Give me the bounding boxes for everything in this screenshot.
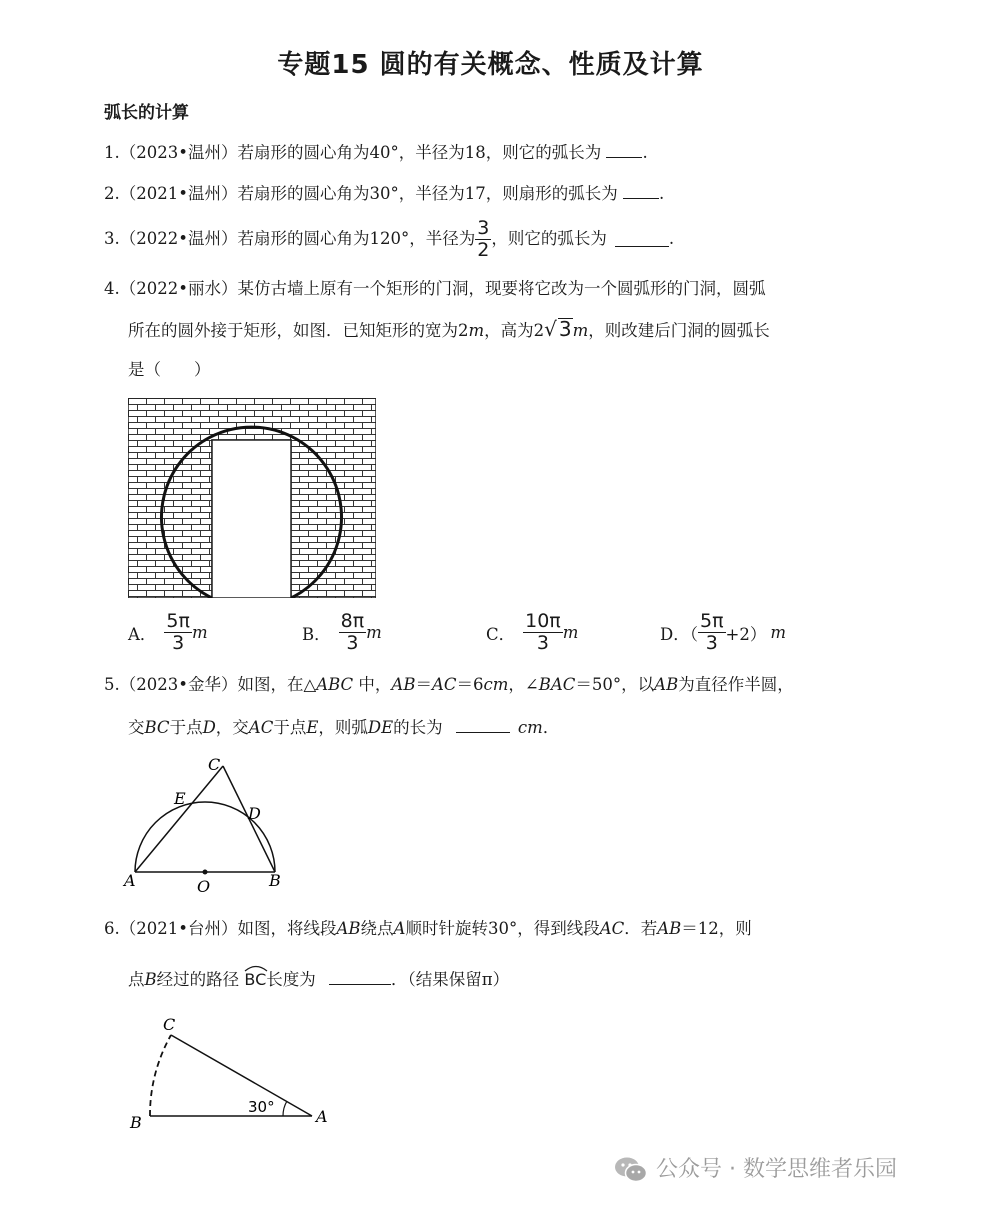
question-5-line-2 xyxy=(128,718,559,737)
label-b: B xyxy=(130,1113,142,1132)
label-c: C xyxy=(163,1015,176,1034)
watermark-text: 公众号 · 数学思维者乐园 xyxy=(656,1157,897,1182)
q4-unit-m-2: m xyxy=(572,321,589,340)
option-d-denominator: 3 xyxy=(705,632,718,654)
option-b-label: B． xyxy=(302,624,331,644)
q5-de: DE xyxy=(367,718,394,737)
q6-l2-t4: ．（结果保留π） xyxy=(391,970,510,989)
q3-frac-numerator: 3 xyxy=(477,216,490,239)
q1-text: 若扇形的圆心角为40°，半径为18，则它的弧长为 xyxy=(237,143,602,162)
option-d-label: D．（ xyxy=(660,624,698,644)
question-6-line-2 xyxy=(128,970,509,989)
q3-answer-blank[interactable] xyxy=(615,232,669,247)
option-b[interactable] xyxy=(302,612,382,653)
q2-period: . xyxy=(658,184,665,203)
q5-ac: AC xyxy=(431,675,457,694)
label-a: A xyxy=(124,871,136,890)
q5-bc: BC xyxy=(144,718,170,737)
q5-l2-t5: ，则弧 xyxy=(318,718,368,737)
q4-sqrt-value: 3 xyxy=(558,317,572,341)
option-d-after: +2） xyxy=(725,624,767,644)
q5-t4: ＝6 xyxy=(456,675,484,694)
q3-source: （2022•温州） xyxy=(119,228,238,248)
option-a-denominator: 3 xyxy=(172,632,185,654)
rotation-figure xyxy=(125,1010,340,1135)
q3-number: 3. xyxy=(104,228,120,248)
q4-text-3: 是（ ） xyxy=(128,360,211,379)
q6-a: A xyxy=(393,919,406,938)
q6-t3: 顺时针旋转30°，得到线段 xyxy=(405,919,600,938)
q5-l2-t3: ，交 xyxy=(215,718,249,737)
option-d-fraction xyxy=(698,612,726,653)
center-point-o xyxy=(203,870,208,875)
arc-bc-notation xyxy=(244,972,266,988)
door-opening xyxy=(212,440,291,598)
q2-text: 若扇形的圆心角为30°，半径为17，则扇形的弧长为 xyxy=(237,184,618,203)
q4-text-2c: ，则改建后门洞的圆弧长 xyxy=(588,321,770,340)
angle-mark xyxy=(283,1101,287,1116)
segment-ac xyxy=(171,1035,312,1116)
option-a-numerator: 5π xyxy=(166,610,190,632)
option-c-label: C． xyxy=(486,624,516,644)
q6-source: （2021•台州） xyxy=(119,919,238,938)
q5-cm2: cm xyxy=(517,718,543,737)
label-a: A xyxy=(316,1107,328,1126)
q3-radius-fraction xyxy=(475,216,491,261)
option-b-fraction xyxy=(339,612,367,653)
q4-source: （2022•丽水） xyxy=(119,279,238,298)
page-title: 专题15 圆的有关概念、性质及计算 xyxy=(277,50,704,80)
q5-number: 5. xyxy=(104,675,120,694)
arc-hat-icon xyxy=(244,964,268,972)
q5-bac: BAC xyxy=(538,675,576,694)
option-c[interactable] xyxy=(486,612,578,653)
dashed-arc-bc xyxy=(150,1035,171,1116)
wechat-icon xyxy=(614,1156,648,1184)
question-4-line-1 xyxy=(104,281,765,298)
label-d: D xyxy=(248,804,261,823)
q4-text-2b: ，高为2 xyxy=(484,321,545,340)
segment-ac xyxy=(135,766,223,872)
q5-t3: ＝ xyxy=(415,675,432,694)
option-a-fraction xyxy=(164,612,192,653)
option-c-numerator: 10π xyxy=(525,610,561,632)
q5-answer-blank[interactable] xyxy=(456,718,510,733)
option-a-unit: m xyxy=(191,623,208,642)
sqrt-sign: √ xyxy=(544,317,557,341)
q5-l2-t6: 的长为 xyxy=(393,718,443,737)
option-d-unit: m xyxy=(770,623,786,642)
option-c-unit: m xyxy=(562,623,579,642)
q5-source: （2023•金华） xyxy=(119,675,238,694)
q6-t5: ＝12，则 xyxy=(681,919,752,938)
q2-answer-blank[interactable] xyxy=(623,184,659,199)
option-b-denominator: 3 xyxy=(346,632,359,654)
q5-l2-t7: ． xyxy=(542,718,560,737)
q6-t2: 绕点 xyxy=(360,919,394,938)
q4-text-2a: 所在的圆外接于矩形，如图．已知矩形的宽为2 xyxy=(128,321,469,340)
q5-t7: 为直径作半圆， xyxy=(678,675,794,694)
question-4-line-3 xyxy=(128,362,211,379)
label-b: B xyxy=(269,871,281,890)
question-6-line-1 xyxy=(104,921,752,938)
question-1 xyxy=(104,143,648,162)
q5-ab: AB xyxy=(391,675,416,694)
option-a[interactable] xyxy=(128,612,208,653)
q4-number: 4. xyxy=(104,279,120,298)
label-e: E xyxy=(174,789,186,808)
q4-text-1: 某仿古墙上原有一个矩形的门洞，现要将它改为一个圆弧形的门洞，圆弧 xyxy=(237,279,766,298)
q6-t4: ．若 xyxy=(624,919,658,938)
q1-source: （2023•温州） xyxy=(119,143,238,162)
q5-l2-t1: 交 xyxy=(128,718,145,737)
option-d[interactable] xyxy=(660,612,786,653)
q6-ac: AC xyxy=(599,919,625,938)
q3-period: . xyxy=(668,228,675,248)
q6-l2-t1: 点 xyxy=(128,970,145,989)
option-b-numerator: 8π xyxy=(340,610,365,632)
question-5-line-1 xyxy=(104,677,794,694)
option-a-label: A． xyxy=(128,624,157,644)
q5-l2-t2: 于点 xyxy=(169,718,203,737)
option-b-unit: m xyxy=(366,623,382,642)
q5-d: D xyxy=(202,718,216,737)
q5-ab2: AB xyxy=(654,675,679,694)
q5-cm: cm xyxy=(483,675,509,694)
q5-e: E xyxy=(306,718,319,737)
question-3 xyxy=(104,216,674,262)
q2-number: 2. xyxy=(104,184,120,203)
q6-arc-bc: BC xyxy=(244,970,267,989)
q6-l2-t3: 长度为 xyxy=(266,970,316,989)
q6-number: 6. xyxy=(104,919,120,938)
q5-t1: 如图，在△ xyxy=(237,675,317,694)
brick-wall-figure xyxy=(128,398,376,598)
q1-number: 1. xyxy=(104,143,120,162)
option-c-denominator: 3 xyxy=(536,632,549,654)
section-heading: 弧长的计算 xyxy=(104,103,189,123)
q5-abc: ABC xyxy=(316,675,354,694)
q6-ab: AB xyxy=(336,919,361,938)
q6-ab2: AB xyxy=(657,919,682,938)
q5-ac2: AC xyxy=(248,718,274,737)
semicircle-triangle-figure xyxy=(120,752,300,898)
question-4-line-2 xyxy=(128,318,770,340)
q3-frac-denominator: 2 xyxy=(477,238,490,261)
watermark xyxy=(614,1152,897,1184)
label-c: C xyxy=(208,755,221,774)
label-o: O xyxy=(197,877,211,896)
q5-t2: 中， xyxy=(353,675,392,694)
q5-l2-t4: 于点 xyxy=(273,718,307,737)
q5-t5: ，∠ xyxy=(508,675,539,694)
q5-t6: ＝50°，以 xyxy=(575,675,655,694)
q4-unit-m: m xyxy=(468,321,485,340)
q6-t1: 如图，将线段 xyxy=(237,919,337,938)
option-d-numerator: 5π xyxy=(699,610,724,632)
question-2 xyxy=(104,184,664,203)
label-angle-30: 30° xyxy=(248,1098,275,1116)
q3-text-2: ，则它的弧长为 xyxy=(491,228,607,248)
q2-source: （2021•温州） xyxy=(119,184,238,203)
q6-l2-t2: 经过的路径 xyxy=(156,970,240,989)
q6-answer-blank[interactable] xyxy=(329,970,391,985)
q1-answer-blank[interactable] xyxy=(606,143,642,158)
q1-period: . xyxy=(642,143,648,162)
q3-text: 若扇形的圆心角为120°，半径为 xyxy=(237,228,476,248)
option-c-fraction xyxy=(523,612,563,653)
q6-b: B xyxy=(144,970,157,989)
